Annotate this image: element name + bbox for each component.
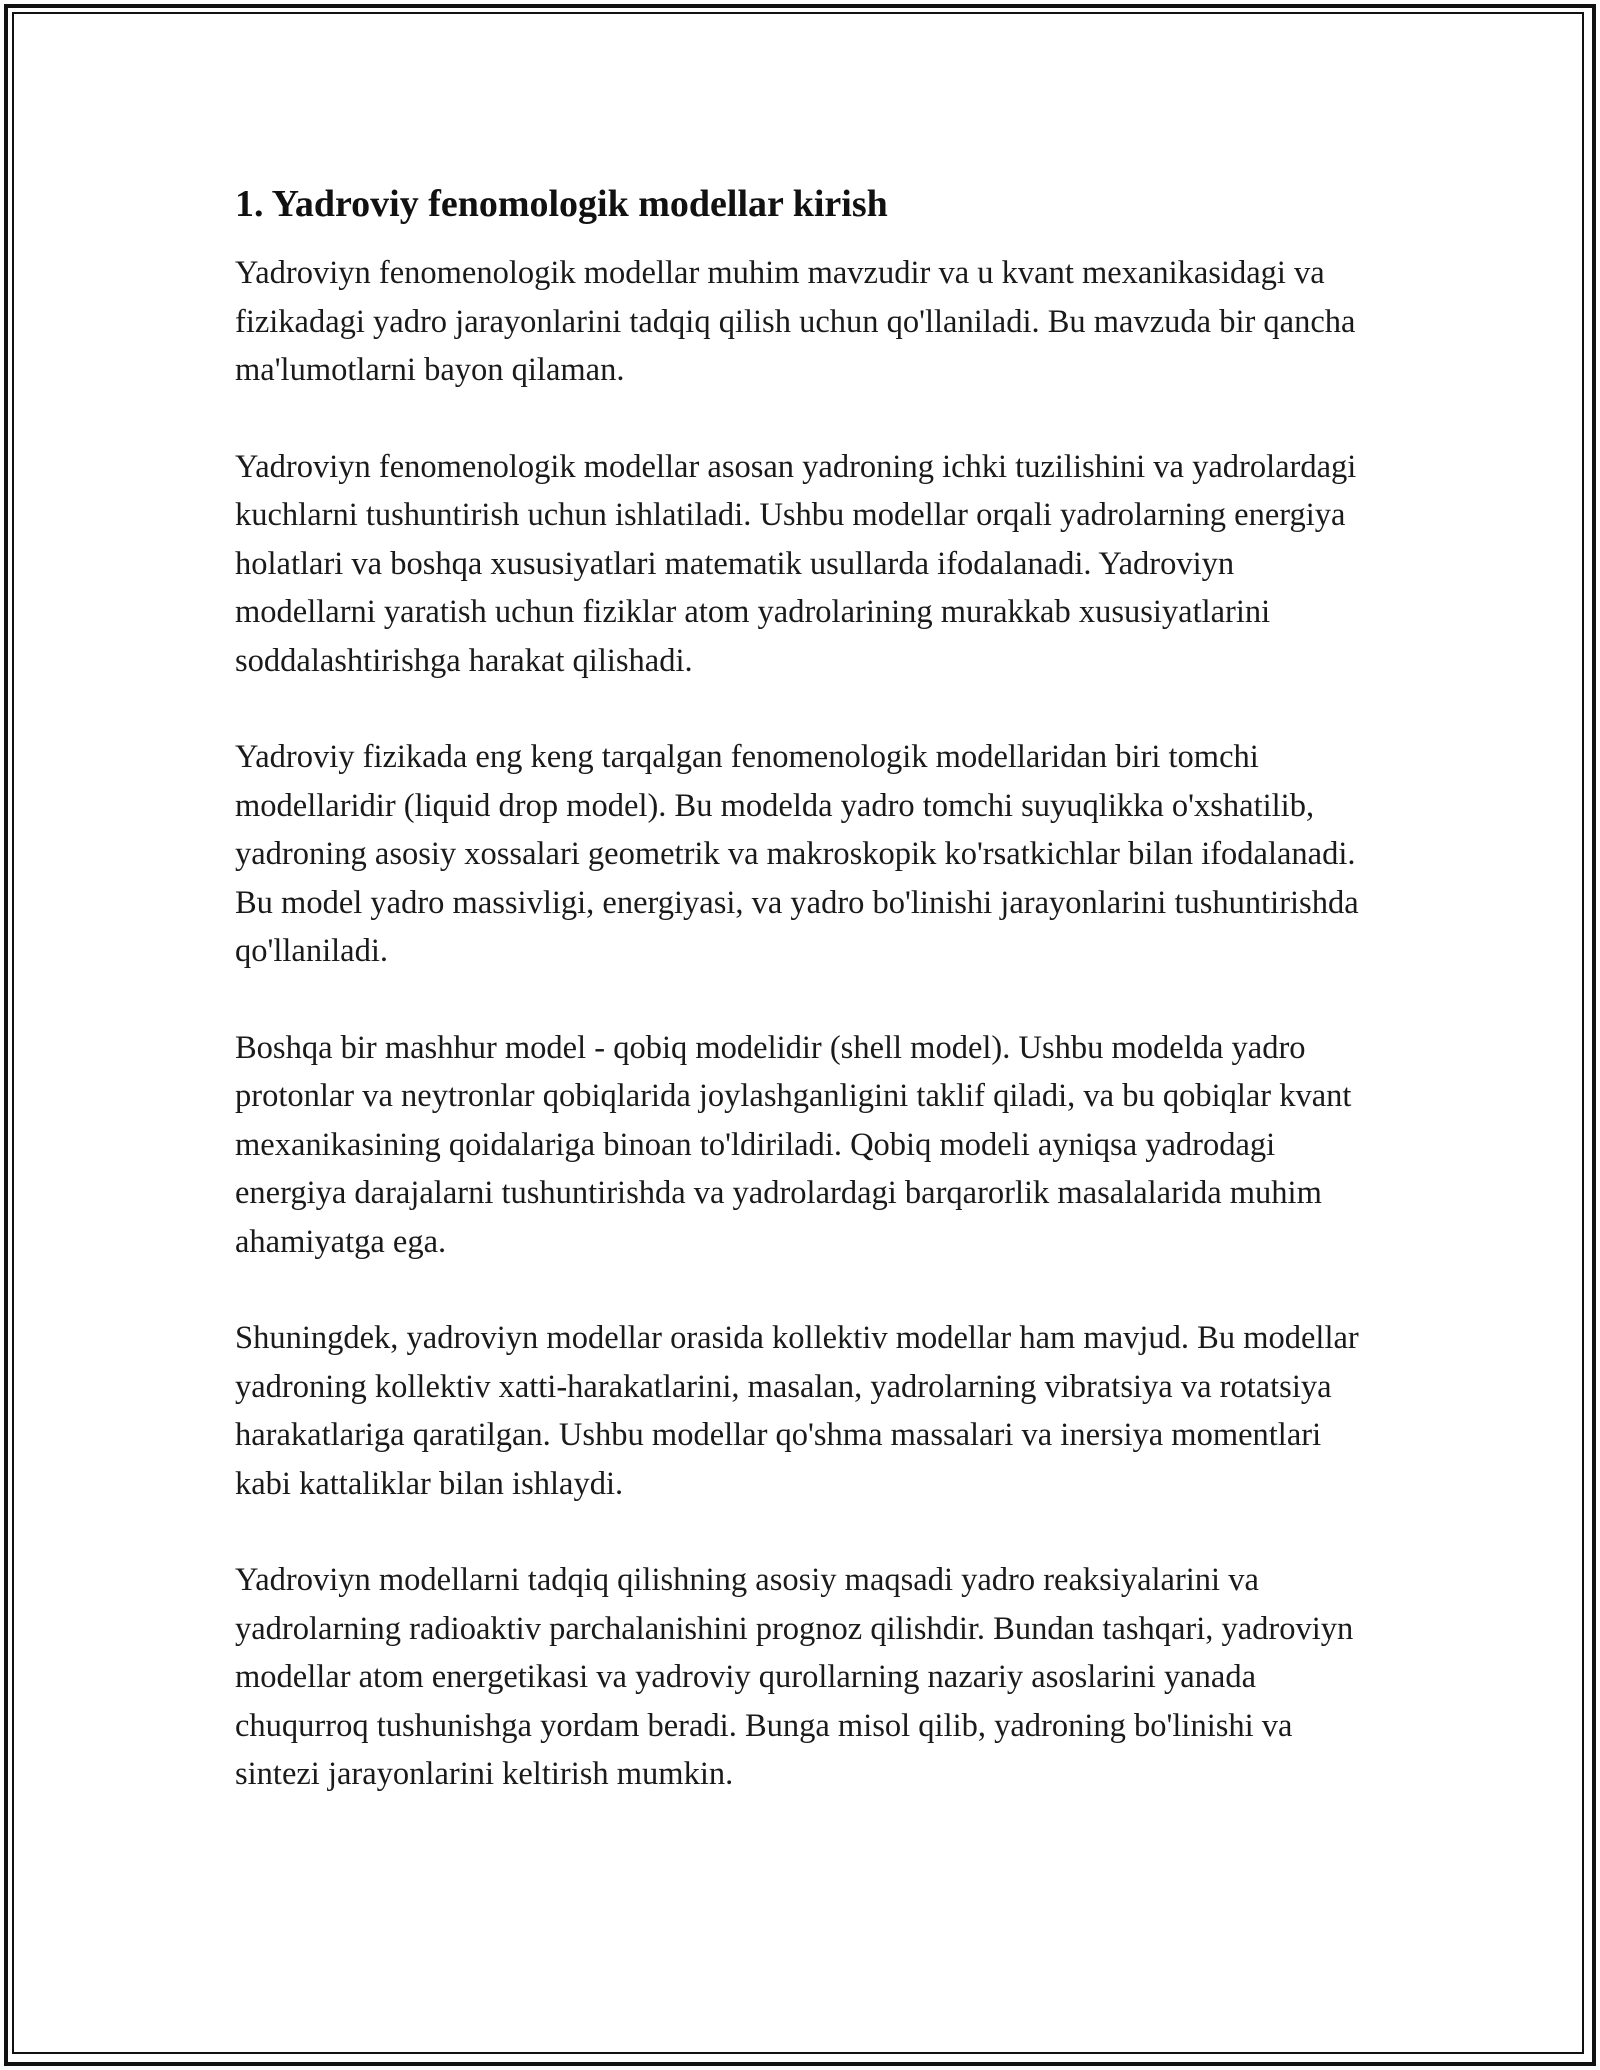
paragraph-intro: Yadroviyn fenomenologik modellar muhim mavzudir va u kvant mexanikasidagi va fizikadagi yadro jarayonlarini tadqiq qilish uchun qo'llaniladi. Bu mavzuda bir qancha ma'lumotlarni bayon qilaman.: [235, 255, 1356, 389]
section-heading: 1. Yadroviy fenomologik modellar kirish: [235, 183, 888, 225]
paragraph-goals: Yadroviyn modellarni tadqiq qilishning asosiy maqsadi yadro reaksiyalarini va yadrolarning radioaktiv parchalanishini prognoz qilishdir. Bundan tashqari, yadroviyn modellar atom energetikasi va yadroviy qurollarning nazariy asoslarini yanada chuqurroq tushunishga yordam beradi. Bunga misol qilib, yadroning bo'linishi va sintezi jarayonlarini keltirish mumkin.: [235, 1562, 1354, 1793]
paragraph-shell-model: Boshqa bir mashhur model - qobiq modelidir (shell model). Ushbu modelda yadro protonlar va neytronlar qobiqlarida joylashganligini taklif qiladi, va bu qobiqlar kvant mexanikasining qoidalariga binoan to'ldiriladi. Qobiq modeli ayniqsa yadrodagi energiya darajalarni tushuntirishda va yadrolardagi barqarorlik masalalarida muhim ahamiyatga ega.: [235, 1029, 1352, 1260]
paragraph-collective-model: Shuningdek, yadroviyn modellar orasida kollektiv modellar ham mavjud. Bu modellar yadroning kollektiv xatti-harakatlarini, masalan, yadrolarning vibratsiya va rotatsiya harakatlariga qaratilgan. Ushbu modellar qo'shma massalari va inersiya momentlari kabi kattaliklar bilan ishlaydi.: [235, 1320, 1359, 1502]
paragraph-liquid-drop: Yadroviy fizikada eng keng tarqalgan fenomenologik modellaridan biri tomchi modellaridir (liquid drop model). Bu modelda yadro tomchi suyuqlikka o'xshatilib, yadroning asosiy xossalari geometrik va makroskopik ko'rsatkichlar bilan ifodalanadi. Bu model yadro massivligi, energiyasi, va yadro bo'linishi jarayonlarini tushuntirishda qo'llaniladi.: [235, 739, 1359, 970]
document-body: [235, 180, 1375, 1847]
paragraph-structure: Yadroviyn fenomenologik modellar asosan yadroning ichki tuzilishini va yadrolardagi kuchlarni tushuntirish uchun ishlatiladi. Ushbu modellar orqali yadrolarning energiya holatlari va boshqa xususiyatlari matematik usullarda ifodalanadi. Yadroviyn modellarni yaratish uchun fiziklar atom yadrolarining murakkab xususiyatlarini soddalashtirishga harakat qilishadi.: [235, 448, 1357, 679]
